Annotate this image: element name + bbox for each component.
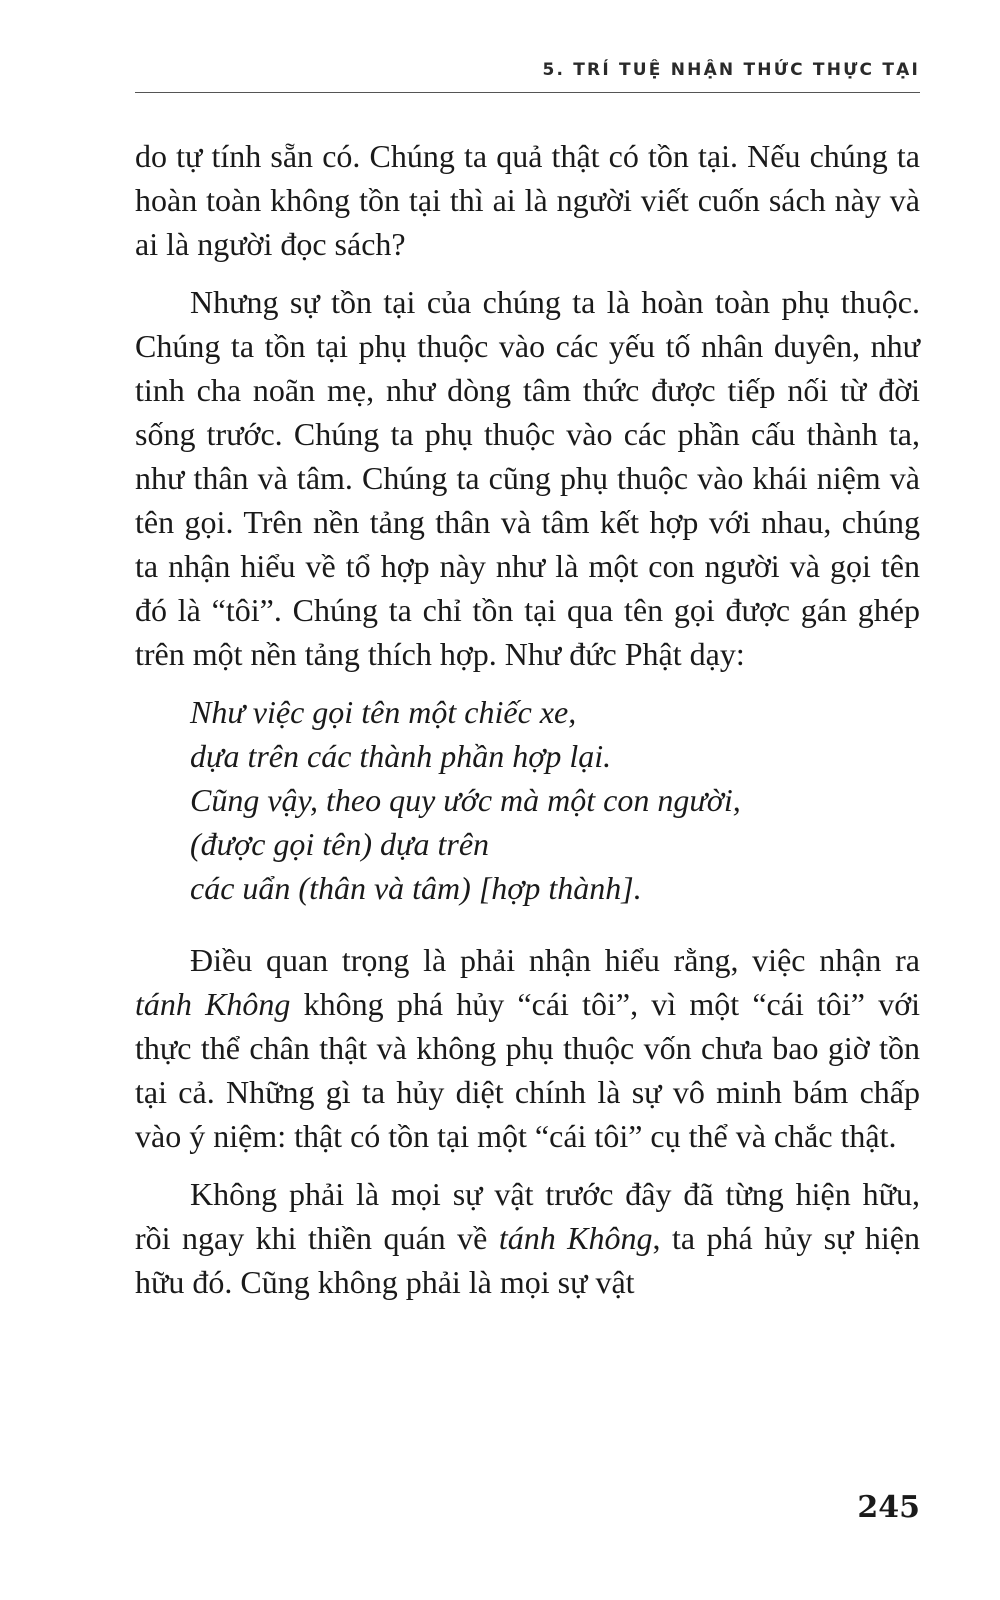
paragraph-4-text-a: Không phải là mọi sự vật trước đây đã từng hiện hữu, rồi ngay khi thiền quán về [135,1176,920,1256]
page-number: 245 [857,1490,920,1525]
paragraph-3-emphasis: tánh Không [135,986,291,1022]
verse-line: Cũng vậy, theo quy ước mà một con người, [190,782,741,818]
paragraph-2: Nhưng sự tồn tại của chúng ta là hoàn toàn phụ thuộc. Chúng ta tồn tại phụ thuộc vào các yếu tố nhân duyên, như tinh cha noãn mẹ, như dòng tâm thức được tiếp nối từ đời sống trước. Chúng ta phụ thuộc vào các phần cấu thành ta, như thân và tâm. Chúng ta cũng phụ thuộc vào khái niệm và tên gọi. Trên nền tảng thân và tâm kết hợp với nhau, chúng ta nhận hiểu về tổ hợp này như là một con người và gọi tên đó là “tôi”. Chúng ta chỉ tồn tại qua tên gọi được gán ghép trên một nền tảng thích hợp. Như đức Phật dạy: [135,284,920,672]
page-body [135,134,920,1304]
verse-line: dựa trên các thành phần hợp lại. [190,738,612,774]
verse-quote [190,690,920,910]
paragraph-4-text-b: , ta phá hủy sự hiện hữu đó. Cũng không phải là mọi sự vật [135,1220,921,1300]
paragraph-3 [135,938,920,1158]
paragraph-3-text-b: không phá hủy “cái tôi”, vì một “cái tôi” với thực thể chân thật và không phụ thuộc vốn chưa bao giờ tồn tại cả. Những gì ta hủy diệt chính là sự vô minh bám chấp vào ý niệm: thật có tồn tại một “cái tôi” cụ thể và chắc thật. [135,986,921,1154]
verse-line: (được gọi tên) dựa trên [190,826,490,862]
running-header [135,58,920,93]
paragraph-1: do tự tính sẵn có. Chúng ta quả thật có tồn tại. Nếu chúng ta hoàn toàn không tồn tại thì ai là người viết cuốn sách này và ai là người đọc sách? [135,138,920,262]
paragraph-4 [135,1172,920,1304]
verse-line: Như việc gọi tên một chiếc xe, [190,694,577,730]
verse-line: các uẩn (thân và tâm) [hợp thành]. [190,870,642,906]
chapter-title: 5. TRÍ TUỆ NHẬN THỨC THỰC TẠI [542,60,920,80]
paragraph-3-text-a: Điều quan trọng là phải nhận hiểu rằng, việc nhận ra [190,942,920,978]
paragraph-4-emphasis: tánh Không [498,1220,653,1256]
